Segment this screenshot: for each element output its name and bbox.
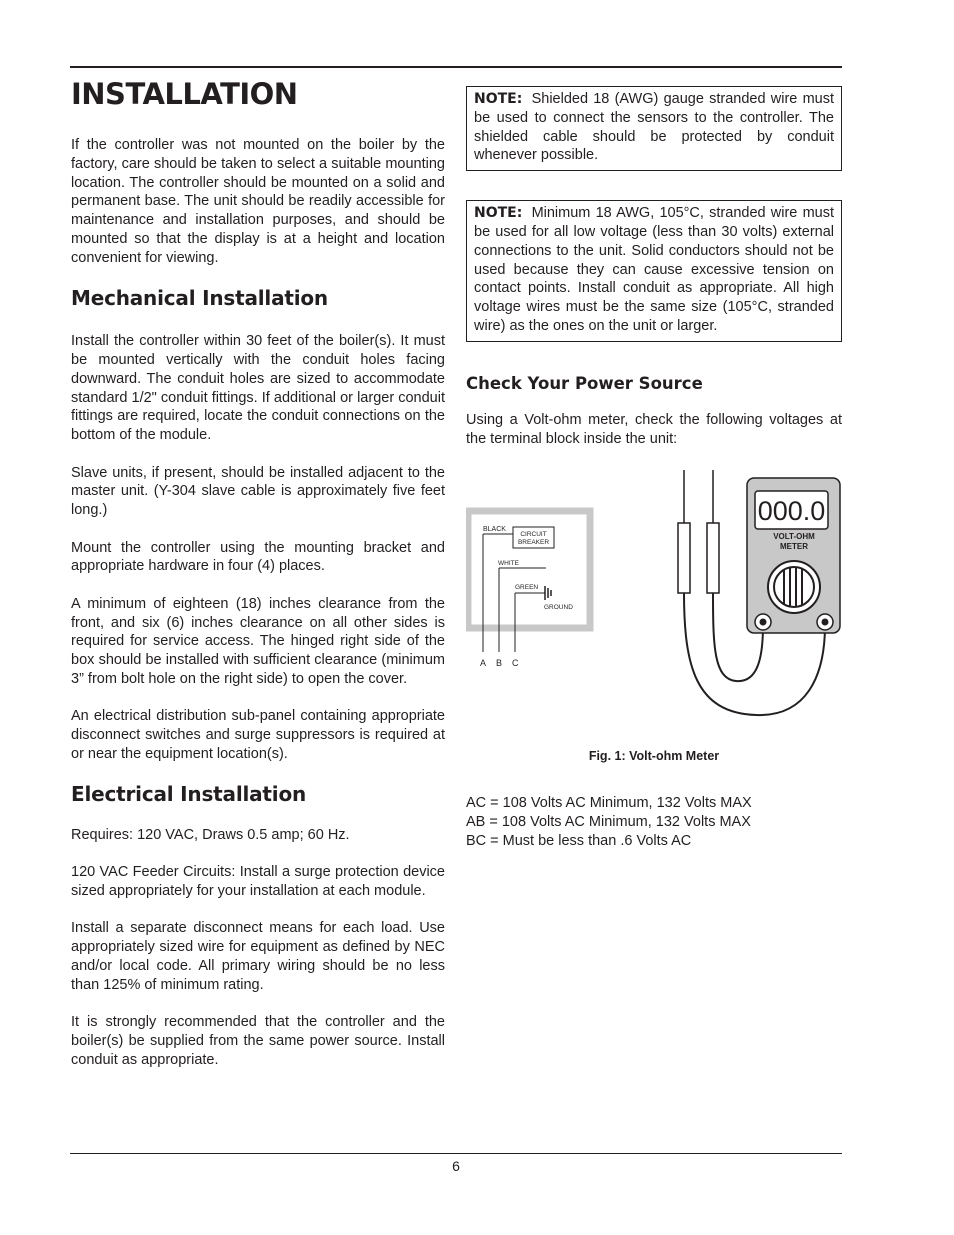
top-rule xyxy=(70,66,842,68)
meter-jack-left xyxy=(755,614,771,630)
page-number: 6 xyxy=(452,1158,460,1174)
probe-right xyxy=(707,523,719,593)
electrical-paragraph: Requires: 120 VAC, Draws 0.5 amp; 60 Hz. xyxy=(71,826,350,843)
reading-ab: AB = 108 Volts AC Minimum, 132 Volts MAX xyxy=(466,813,751,830)
label-circuit: CIRCUIT xyxy=(520,530,547,538)
right-column xyxy=(466,86,842,850)
note-wire-gauge xyxy=(466,200,842,342)
mechanical-paragraph: An electrical distribution sub-panel containing appropriate disconnect switches and surge suppressors is required at or near the equipment location(s). xyxy=(71,708,445,762)
bottom-rule xyxy=(70,1153,842,1154)
volt-ohm-figure xyxy=(466,467,842,747)
mechanical-heading: Mechanical Installation xyxy=(71,286,328,311)
label-breaker: BREAKER xyxy=(517,538,550,546)
ground-symbol xyxy=(545,586,551,600)
label-black: BLACK xyxy=(483,525,506,533)
mechanical-paragraph: Mount the controller using the mounting bracket and appropriate hardware in four (4) places. xyxy=(71,539,445,575)
terminal-label-c: C xyxy=(512,657,519,668)
label-white: WHITE xyxy=(498,559,519,567)
meter-dial[interactable] xyxy=(768,561,820,613)
note-label: NOTE: xyxy=(474,91,523,107)
electrical-heading: Electrical Installation xyxy=(71,781,307,806)
meter-label-meter: METER xyxy=(780,541,808,551)
meter-readout: 000.0 xyxy=(757,495,826,526)
reading-ac: AC = 108 Volts AC Minimum, 132 Volts MAX xyxy=(466,794,752,811)
probe-left xyxy=(678,523,690,593)
meter-jack-right xyxy=(817,614,833,630)
mechanical-paragraph: Slave units, if present, should be installed adjacent to the master unit. (Y-304 slave cable is approximately five feet long.) xyxy=(71,464,445,519)
label-ground: GROUND xyxy=(544,603,573,611)
electrical-paragraph: Install a separate disconnect means for each load. Use appropriately sized wire for equipment as defined by NEC and/or local code. All primary wiring should be no less than 125% of minimum rating. xyxy=(71,920,445,993)
power-source-heading: Check Your Power Source xyxy=(466,373,703,393)
mechanical-paragraph: A minimum of eighteen (18) inches clearance from the front, and six (6) inches clearance on all other sides is required for service access. The hinged right side of the box should be installed with sufficient clearance (minimum 3” from bolt hole on the right side) to open the cover. xyxy=(71,595,445,687)
mechanical-paragraph: Install the controller within 30 feet of the boiler(s). It must be mounted vertically with the conduit holes facing downward. The conduit holes are sized to accommodate standard 1/2" conduit fittings. If additional or larger conduit fittings are required, locate the conduit connections on the bottom of the module. xyxy=(71,333,445,444)
note-shielded-wire xyxy=(466,86,842,171)
terminal-label-b: B xyxy=(496,657,503,668)
meter-label-volt-ohm: VOLT-OHM xyxy=(773,531,815,541)
note-label: NOTE: xyxy=(474,205,523,222)
figure-caption: Fig. 1: Volt-ohm Meter xyxy=(588,748,720,763)
label-green: GREEN xyxy=(515,583,539,591)
note-text: Minimum 18 AWG, 105°C, stranded wire must be used for all low voltage (less than 30 volts) external connections to the unit. Solid conductors should not be used because they can cause excessive tension on contact points. Install conduit as appropriate. All high voltage wires must be the same size (105°C, stranded wire) as the ones on the unit or larger. xyxy=(474,205,834,334)
intro-paragraph: If the controller was not mounted on the boiler by the factory, care should be taken to select a suitable mounting location. The controller should be mounted on a solid and permanent base. The unit should be readily accessible for maintenance and installation purposes, and should be mounted so that the display is at a height and location convenient for viewing. xyxy=(71,137,445,266)
electrical-paragraph: 120 VAC Feeder Circuits: Install a surge protection device sized appropriately for your installation at each module. xyxy=(71,864,445,899)
reading-bc: BC = Must be less than .6 Volts AC xyxy=(466,832,692,849)
left-column xyxy=(71,76,445,1088)
terminal-label-a: A xyxy=(480,657,487,668)
page-title: INSTALLATION xyxy=(71,77,298,111)
volt-ohm-diagram xyxy=(466,467,842,747)
electrical-paragraph: It is strongly recommended that the controller and the boiler(s) be supplied from the same power source. Install conduit as appropriate. xyxy=(71,1014,445,1068)
power-intro: Using a Volt-ohm meter, check the following voltages at the terminal block inside the unit: xyxy=(466,411,842,447)
note-text: Shielded 18 (AWG) gauge stranded wire must be used to connect the sensors to the controller. The shielded cable should be protected by conduit whenever possible. xyxy=(474,91,835,164)
